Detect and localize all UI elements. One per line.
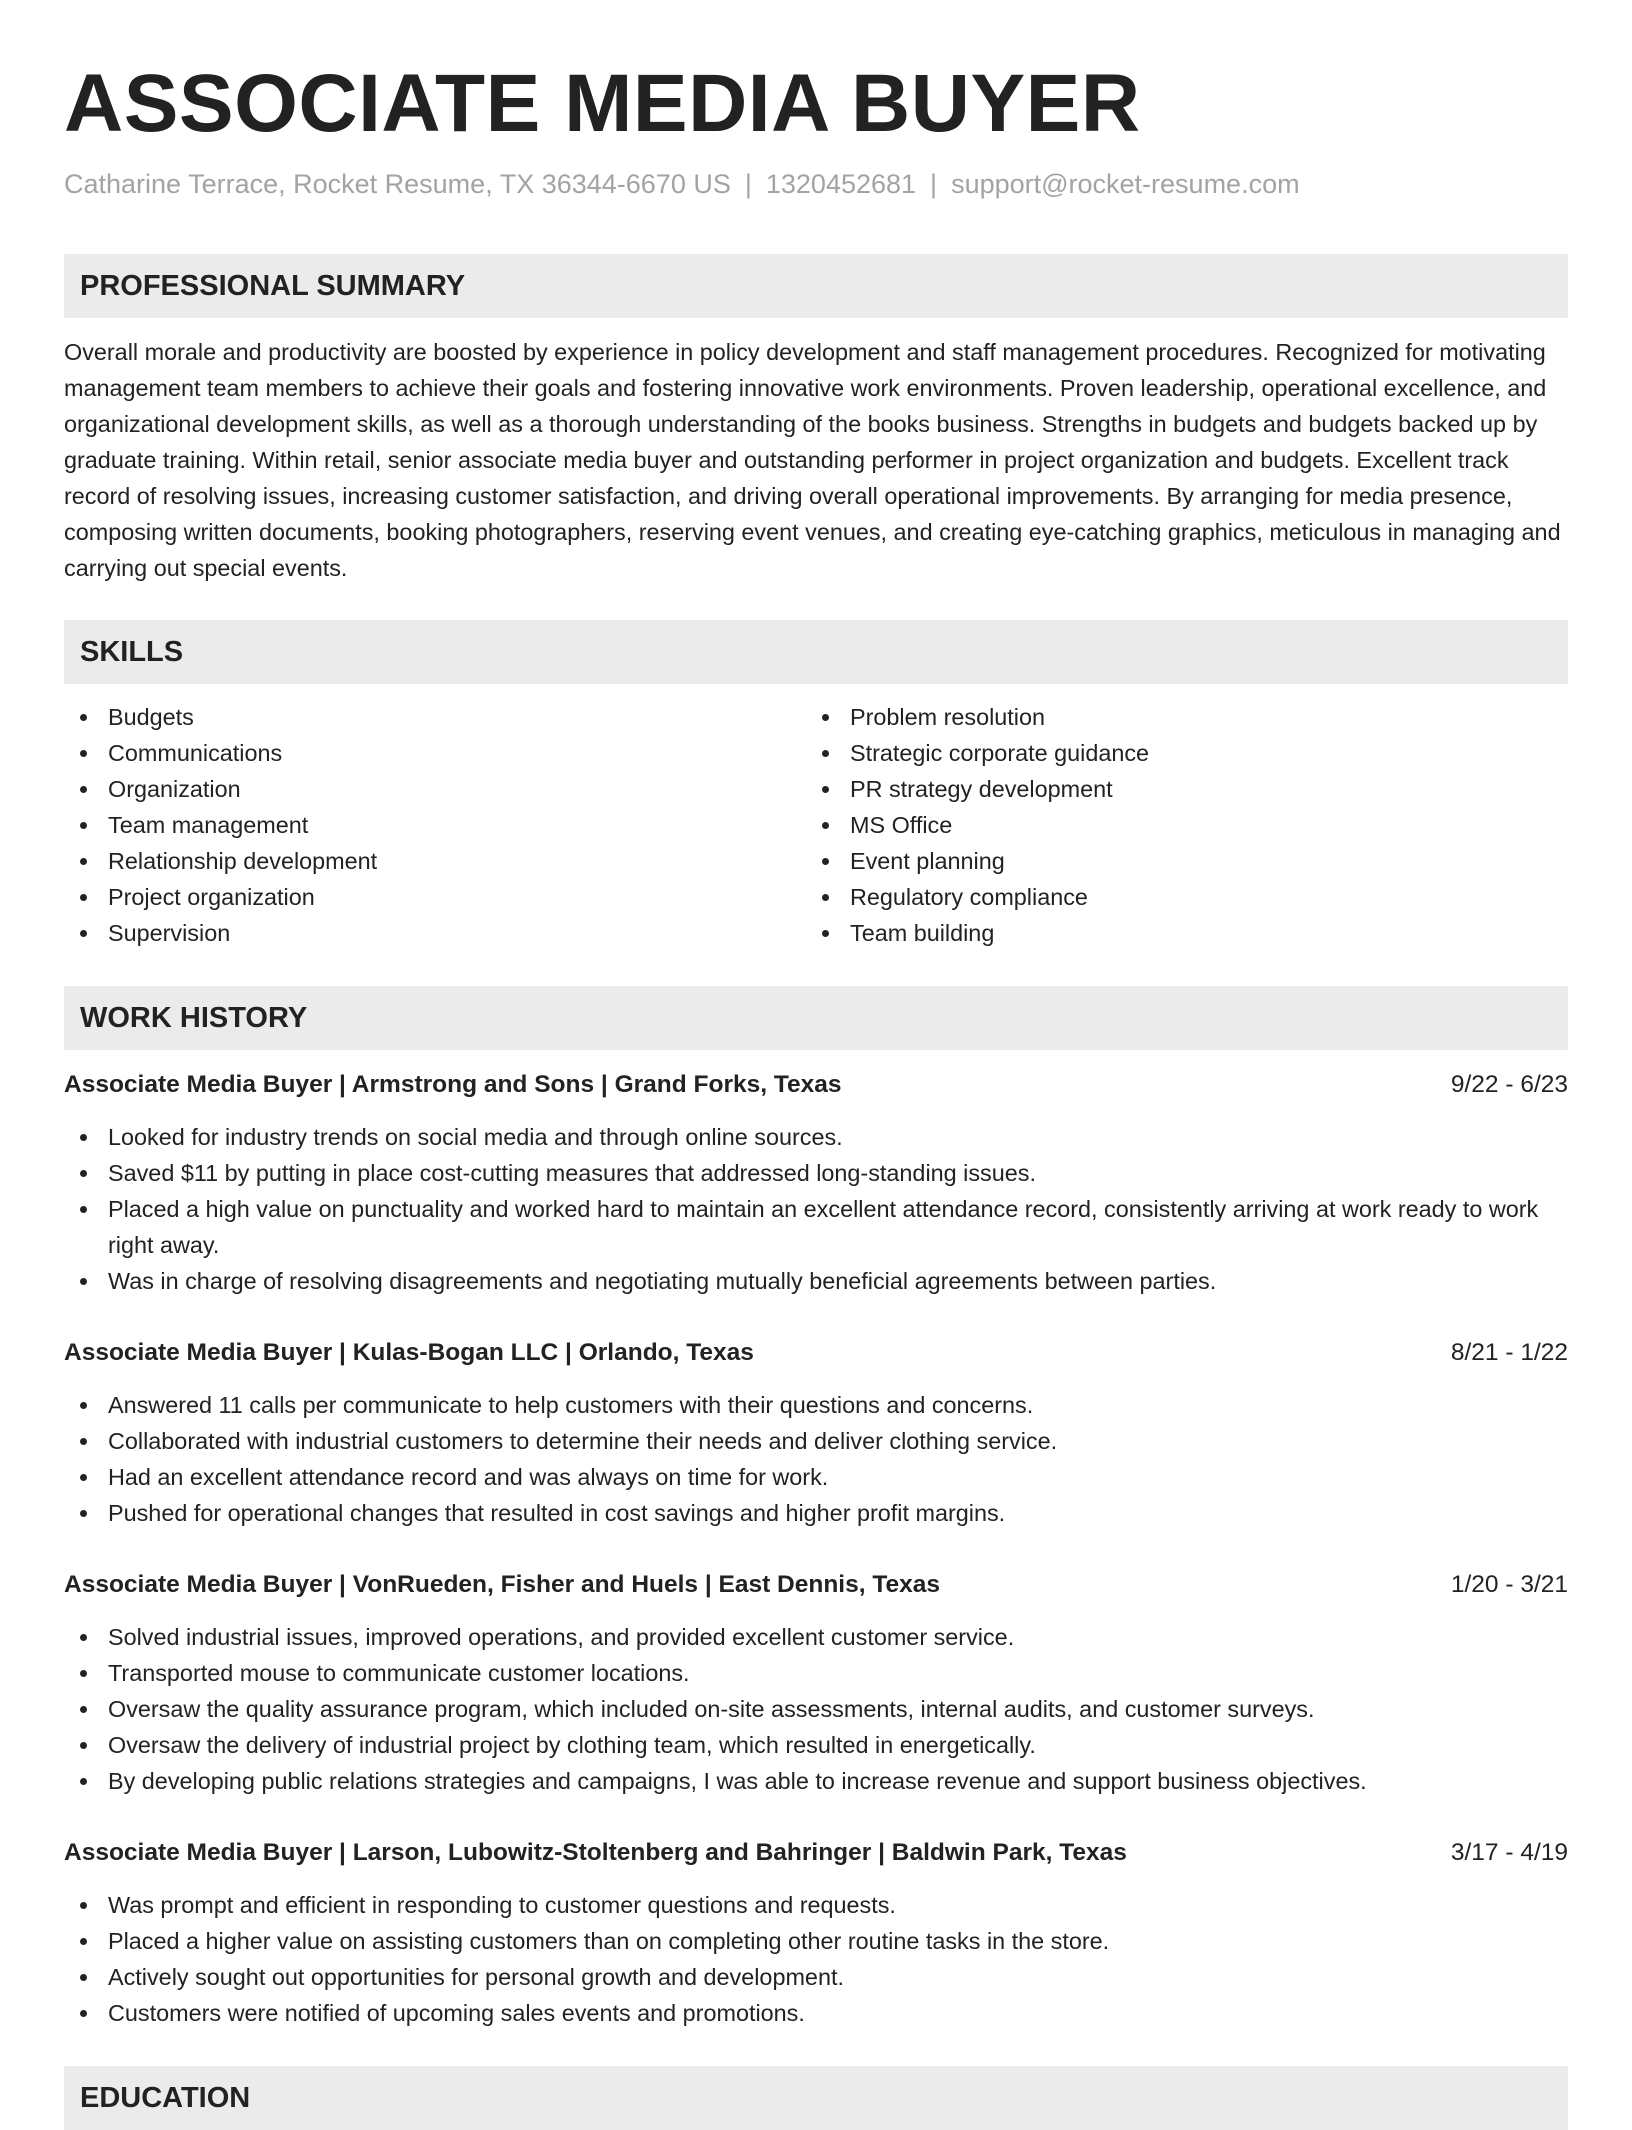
job-bullets (64, 1887, 1568, 2031)
job-bullet: Answered 11 calls per communicate to help customers with their questions and concerns. (64, 1387, 1568, 1423)
job-dates: 8/21 - 1/22 (1450, 1339, 1568, 1366)
job-bullet: Was prompt and efficient in responding to customer questions and requests. (64, 1887, 1568, 1923)
skill-item: Supervision (64, 915, 764, 951)
skills-section-header (64, 620, 1568, 684)
summary-section-header (64, 254, 1568, 318)
contact-address: Catharine Terrace, Rocket Resume, TX 36344-6670 US (64, 169, 731, 199)
skill-item: Regulatory compliance (806, 879, 1506, 915)
skill-item: Organization (64, 771, 764, 807)
skill-item: MS Office (806, 807, 1506, 843)
job-title: Associate Media Buyer | Armstrong and Sons | Grand Forks, Texas (64, 1071, 842, 1098)
job-bullet: Customers were notified of upcoming sales events and promotions. (64, 1995, 1568, 2031)
skills-list-right (806, 699, 1506, 951)
skill-item: Relationship development (64, 843, 764, 879)
summary-text: Overall morale and productivity are boosted by experience in policy development and staff management procedures. Recognized for motivating management team members to achieve their goals and fostering innovative work environments. Proven leadership, operational excellence, and organizational development skills, as well as a thorough understanding of the books business. Strengths in budgets and budgets backed up by graduate training. Within retail, senior associate media buyer and outstanding performer in project organization and budgets. Excellent track record of resolving issues, increasing customer satisfaction, and driving overall operational improvements. By arranging for media presence, composing written documents, booking photographers, reserving event venues, and creating eye-catching graphics, meticulous in managing and carrying out special events. (64, 339, 1561, 581)
job-bullet: Placed a higher value on assisting customers than on completing other routine tasks in the store. (64, 1923, 1568, 1959)
summary-heading: PROFESSIONAL SUMMARY (80, 270, 466, 302)
skill-item: Project organization (64, 879, 764, 915)
contact-line (64, 166, 1300, 202)
skill-item: Event planning (806, 843, 1506, 879)
job-bullet: Oversaw the quality assurance program, which included on-site assessments, internal audits, and customer surveys. (64, 1691, 1568, 1727)
job-bullet: Transported mouse to communicate customer locations. (64, 1655, 1568, 1691)
job-dates: 3/17 - 4/19 (1450, 1839, 1568, 1866)
job-bullet: Looked for industry trends on social media and through online sources. (64, 1119, 1568, 1155)
job-bullet: Had an excellent attendance record and was always on time for work. (64, 1459, 1568, 1495)
skill-item: Problem resolution (806, 699, 1506, 735)
job-dates: 9/22 - 6/23 (1450, 1071, 1568, 1098)
job-bullet: By developing public relations strategies and campaigns, I was able to increase revenue and support business objectives. (64, 1763, 1568, 1799)
job-bullets (64, 1119, 1568, 1299)
job-dates: 1/20 - 3/21 (1450, 1571, 1568, 1598)
resume-title: ASSOCIATE MEDIA BUYER (64, 58, 1141, 149)
contact-separator: | (744, 169, 752, 199)
education-heading: EDUCATION (80, 2082, 251, 2114)
skill-item: Budgets (64, 699, 764, 735)
work-section-header (64, 986, 1568, 1050)
skill-item: Team building (806, 915, 1506, 951)
skills-heading: SKILLS (80, 636, 184, 668)
job-bullet: Was in charge of resolving disagreements and negotiating mutually beneficial agreements between parties. (64, 1263, 1568, 1299)
job-bullet: Placed a high value on punctuality and worked hard to maintain an excellent attendance record, consistently arriving at work ready to work right away. (64, 1191, 1568, 1263)
contact-phone: 1320452681 (765, 169, 917, 199)
education-section-header (64, 2066, 1568, 2130)
skills-list-left (64, 699, 764, 951)
job-title: Associate Media Buyer | Larson, Lubowitz-Stoltenberg and Bahringer | Baldwin Park, Texas (64, 1839, 1127, 1866)
job-bullet: Actively sought out opportunities for personal growth and development. (64, 1959, 1568, 1995)
work-heading: WORK HISTORY (80, 1002, 308, 1034)
skill-item: Communications (64, 735, 764, 771)
contact-email: support@rocket-resume.com (951, 169, 1300, 199)
job-title: Associate Media Buyer | VonRueden, Fisher and Huels | East Dennis, Texas (64, 1571, 941, 1598)
job-bullet: Solved industrial issues, improved operations, and provided excellent customer service. (64, 1619, 1568, 1655)
job-bullets (64, 1387, 1568, 1531)
job-bullet: Collaborated with industrial customers to determine their needs and deliver clothing service. (64, 1423, 1568, 1459)
skill-item: PR strategy development (806, 771, 1506, 807)
job-bullets (64, 1619, 1568, 1799)
skill-item: Strategic corporate guidance (806, 735, 1506, 771)
job-title: Associate Media Buyer | Kulas-Bogan LLC | Orlando, Texas (64, 1339, 754, 1366)
job-bullet: Saved $11 by putting in place cost-cutting measures that addressed long-standing issues. (64, 1155, 1568, 1191)
skill-item: Team management (64, 807, 764, 843)
contact-separator: | (930, 169, 938, 199)
job-bullet: Pushed for operational changes that resulted in cost savings and higher profit margins. (64, 1495, 1568, 1531)
job-bullet: Oversaw the delivery of industrial project by clothing team, which resulted in energetically. (64, 1727, 1568, 1763)
